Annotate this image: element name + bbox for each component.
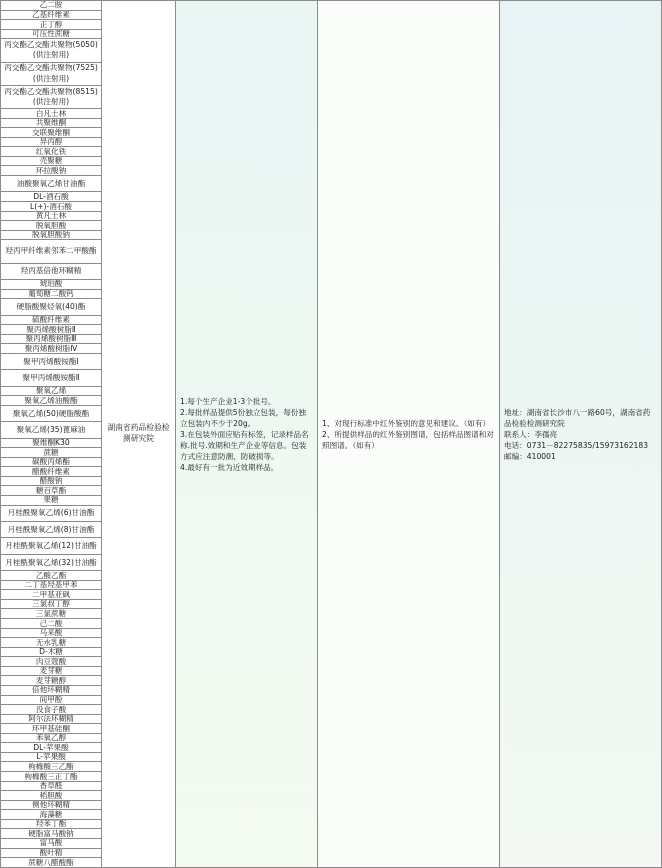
excipient-name-cell[interactable]: 酸叶精 [1, 849, 101, 859]
excipient-name-cell[interactable]: 白凡士林 [1, 109, 101, 119]
sample-requirements-text [176, 396, 317, 473]
excipient-name-cell[interactable]: 聚氧乙烯油酸酯 [1, 396, 101, 406]
excipient-name-cell[interactable]: 葡萄糖二酸钙 [1, 290, 101, 300]
excipient-name-cell[interactable]: 聚甲丙烯酸铵酯Ⅱ [1, 370, 101, 386]
requirement-line: 4.最好有一批为近效期样品。 [180, 462, 279, 472]
excipient-name-cell[interactable]: 蔗糖 [1, 448, 101, 458]
excipient-name-cell[interactable]: 可压性蔗糖 [1, 30, 101, 40]
excipient-name-cell[interactable]: 醋酸纤维素 [1, 467, 101, 477]
info-line: 2、所提供样品的红外鉴别图谱，包括样品图谱和对照图谱。（如有） [322, 429, 494, 450]
excipient-name-cell[interactable]: 麦芽糖 [1, 667, 101, 677]
excipient-name-cell[interactable]: 聚甲丙烯酸铵酯Ⅰ [1, 354, 101, 370]
excipient-name-cell[interactable]: 碳酸丙烯酯 [1, 458, 101, 468]
organization-column [102, 1, 176, 867]
excipient-name-cell[interactable]: 月桂酰聚氧乙烯(32)甘油酯 [1, 555, 101, 571]
excipient-name-cell[interactable]: 没食子酸 [1, 705, 101, 715]
excipient-name-cell[interactable]: 聚丙烯酸树脂Ⅳ [1, 344, 101, 354]
excipient-name-cell[interactable]: 脱氧胆酸钠 [1, 231, 101, 241]
excipient-name-cell[interactable]: 肉豆蔻酸 [1, 657, 101, 667]
excipient-name-cell[interactable]: 倍他环糊精 [1, 686, 101, 696]
excipient-name-cell[interactable]: 乙酸乙酯 [1, 571, 101, 581]
excipient-name-cell[interactable]: 己二酸 [1, 619, 101, 629]
excipient-name-cell[interactable]: DL-苹果酸 [1, 743, 101, 753]
excipient-name-cell[interactable]: 枸橼酸三乙酯 [1, 762, 101, 772]
excipient-name-cell[interactable]: 麦芽糖醇 [1, 676, 101, 686]
excipient-name-cell[interactable]: D-木糖 [1, 648, 101, 658]
excipient-name-cell[interactable]: 月桂酰聚氧乙烯(8)甘油酯 [1, 522, 101, 538]
excipient-name-cell[interactable]: 硬脂酸聚烃氧(40)酯 [1, 299, 101, 315]
excipient-name-cell[interactable]: L-苹果酸 [1, 753, 101, 763]
excipient-name-cell[interactable]: 聚氧乙烯(35)蓖麻油 [1, 422, 101, 438]
excipient-name-cell[interactable]: 海藻糖 [1, 810, 101, 820]
requirement-line: 1.每个生产企业1-3个批号。 [180, 396, 276, 406]
excipient-name-cell[interactable]: 香草醛 [1, 782, 101, 792]
excipient-name-cell[interactable]: 三氯蔗糖 [1, 609, 101, 619]
requirement-line: 3.在包装外面应贴有标签，记录样品名称.批号.效期和生产企业等信息。包装方式应注意防潮、防破损等。 [180, 429, 309, 461]
excipient-name-cell[interactable]: 聚丙烯酸树脂Ⅱ [1, 325, 101, 335]
excipient-name-cell[interactable]: 枸橼酸三正丁酯 [1, 772, 101, 782]
excipient-name-cell[interactable]: 阿尔法环糊精 [1, 715, 101, 725]
contact-line: 地址：湖南省长沙市八一路60号，湖南省药品检验检测研究院 [504, 407, 651, 428]
organization-name: 湖南省药品检验检测研究院 [107, 423, 170, 443]
excipient-name-cell[interactable]: 正丁醇 [1, 20, 101, 30]
excipient-name-cell[interactable]: 环甲基硅酮 [1, 724, 101, 734]
excipient-name-cell[interactable]: 稻胆酸 [1, 791, 101, 801]
feedback-info-text [318, 418, 499, 451]
excipient-name-cell[interactable]: 聚氧乙烯(50)硬脂酸酯 [1, 406, 101, 422]
excipient-name-cell[interactable]: 硫酸纤维素 [1, 316, 101, 326]
excipient-name-cell[interactable]: 聚氧乙烯 [1, 387, 101, 397]
excipient-name-cell[interactable]: 无水乳糖 [1, 638, 101, 648]
requirement-line: 2.每批样品提供5份独立包装，每份独立包装内不少于20g。 [180, 407, 306, 428]
contact-line: 邮编：410001 [504, 451, 556, 461]
excipient-name-cell[interactable]: 羟丙甲纤维素邻苯二甲酸酯 [1, 240, 101, 263]
excipient-name-cell[interactable]: 脱氧胆酸 [1, 221, 101, 231]
excipient-name-cell[interactable]: 聚维酮K30 [1, 439, 101, 449]
excipient-name-cell[interactable]: 侧他环糊精 [1, 801, 101, 811]
contact-column [500, 1, 661, 867]
excipient-name-cell[interactable]: 羟苯丁酯 [1, 820, 101, 830]
excipient-name-cell[interactable]: 壳聚糖 [1, 157, 101, 167]
excipient-name-cell[interactable]: 乙基纤维素 [1, 11, 101, 21]
excipient-name-cell[interactable]: 二丁基羟基甲苯 [1, 581, 101, 591]
excipient-name-cell[interactable]: 丙交酯乙交酯共聚物(7525)(供注射用) [1, 63, 101, 86]
excipient-name-cell[interactable]: 硬脂富马酸钠 [1, 829, 101, 839]
excipient-name-cell[interactable]: 交联聚维酮 [1, 128, 101, 138]
excipient-name-cell[interactable]: 环拉酸钠 [1, 166, 101, 176]
excipient-name-cell[interactable]: 蔗糖八醋酸酯 [28, 858, 74, 867]
excipient-name-cell[interactable]: 异丙醇 [1, 138, 101, 148]
excipient-name-cell[interactable]: 丙交酯乙交酯共聚物(5050)(供注射用) [1, 39, 101, 62]
contact-line: 电话：0731－82275835/15973162183 [504, 440, 649, 450]
excipient-name-column [1, 1, 102, 867]
info-line: 1、对现行标准中红外鉴别的意见和建议。（如有） [322, 418, 491, 428]
excipient-name-cell[interactable]: 马来酸 [1, 629, 101, 639]
feedback-info-column [318, 1, 500, 867]
excipient-name-cell[interactable]: L(+)-酒石酸 [1, 202, 101, 212]
contact-line: 联系人：李孺亮 [504, 429, 558, 439]
excipient-name-cell[interactable]: 琥珀酸 [1, 280, 101, 290]
excipient-name-cell[interactable]: 月桂酰聚氧乙烯(6)甘油酯 [1, 506, 101, 522]
excipient-name-cell[interactable]: 红氧化铁 [1, 147, 101, 157]
excipient-name-cell[interactable]: 果糖 [1, 496, 101, 506]
excipient-name-cell[interactable]: 油酸聚氧乙烯甘油酯 [1, 176, 101, 192]
excipient-name-cell[interactable]: 三氯叔丁醇 [1, 600, 101, 610]
excipient-name-cell[interactable]: 糖百草酯 [1, 486, 101, 496]
excipient-name-cell[interactable]: 羟丙基倍他环糊精 [1, 264, 101, 280]
excipient-name-cell[interactable]: 聚丙烯酸树脂Ⅲ [1, 335, 101, 345]
excipient-name-cell[interactable]: 二甲基亚砜 [1, 590, 101, 600]
excipient-name-cell[interactable]: 月桂酰聚氧乙烯(12)甘油酯 [1, 538, 101, 554]
excipient-name-cell[interactable]: 富马酸 [1, 839, 101, 849]
excipient-name-cell[interactable]: 丙交酯乙交酯共聚物(8515)(供注射用) [1, 86, 101, 109]
excipient-name-cell[interactable]: 苯氧乙醇 [1, 734, 101, 744]
excipient-name-cell[interactable]: 醋酸钠 [1, 477, 101, 487]
excipient-name-cell[interactable]: 间甲酚 [1, 696, 101, 706]
contact-info-text [500, 407, 661, 462]
excipient-name-cell[interactable]: 乙二胺 [1, 1, 101, 11]
excipient-name-cell[interactable]: 黄凡士林 [1, 212, 101, 222]
excipient-name-cell[interactable]: 共聚维酮 [1, 119, 101, 129]
sample-requirements-column [176, 1, 318, 867]
excipient-name-cell[interactable]: DL-酒石酸 [1, 192, 101, 202]
